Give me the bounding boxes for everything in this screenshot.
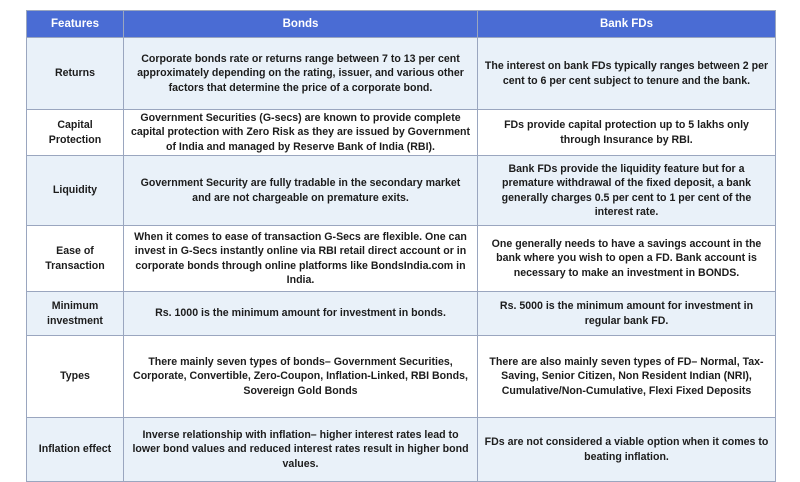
table-header <box>27 11 776 38</box>
table-row-ease-of-transaction <box>27 226 776 292</box>
bonds-cell: Corporate bonds rate or returns range between 7 to 13 per cent approximately depending on the rating, issuer, and various other factors that determine the price of a corporate bond. <box>124 38 478 110</box>
bank-fds-cell: Bank FDs provide the liquidity feature but for a premature withdrawal of the fixed deposit, a bank generally charges 0.5 per cent to 1 per cent of the interest rate. <box>478 156 776 226</box>
bank-fds-cell: FDs are not considered a viable option when it comes to beating inflation. <box>478 418 776 482</box>
feature-cell: Liquidity <box>27 156 124 226</box>
table-body <box>27 38 776 482</box>
bonds-cell: Government Securities (G-secs) are known to provide complete capital protection with Zero Risk as they are issued by Government of India and managed by Reserve Bank of India (RBI). <box>124 110 478 156</box>
table-row-returns <box>27 38 776 110</box>
comparison-table-container <box>26 10 775 482</box>
bank-fds-cell: There are also mainly seven types of FD– Normal, Tax-Saving, Senior Citizen, Non Resident Indian (NRI), Cumulative/Non-Cumulative, Flexi Fixed Deposits <box>478 336 776 418</box>
header-bank-fds: Bank FDs <box>478 11 776 38</box>
bonds-cell: Rs. 1000 is the minimum amount for investment in bonds. <box>124 292 478 336</box>
bank-fds-cell: The interest on bank FDs typically ranges between 2 per cent to 6 per cent subject to tenure and the bank. <box>478 38 776 110</box>
table-row-minimum-investment <box>27 292 776 336</box>
feature-cell: Types <box>27 336 124 418</box>
bonds-vs-fds-table <box>26 10 776 482</box>
feature-cell: Capital Protection <box>27 110 124 156</box>
table-row-inflation-effect <box>27 418 776 482</box>
bonds-cell: Inverse relationship with inflation– higher interest rates lead to lower bond values and reduced interest rates result in higher bond values. <box>124 418 478 482</box>
bonds-cell: When it comes to ease of transaction G-Secs are flexible. One can invest in G-Secs instantly online via RBI retail direct account or in corporate bonds through online platforms like BondsIndia.com in India. <box>124 226 478 292</box>
feature-cell: Inflation effect <box>27 418 124 482</box>
table-row-types <box>27 336 776 418</box>
header-row <box>27 11 776 38</box>
feature-cell: Minimum investment <box>27 292 124 336</box>
header-features: Features <box>27 11 124 38</box>
table-row-capital-protection <box>27 110 776 156</box>
feature-cell: Ease of Transaction <box>27 226 124 292</box>
bonds-cell: Government Security are fully tradable in the secondary market and are not chargeable on premature exits. <box>124 156 478 226</box>
feature-cell: Returns <box>27 38 124 110</box>
table-row-liquidity <box>27 156 776 226</box>
bank-fds-cell: FDs provide capital protection up to 5 lakhs only through Insurance by RBI. <box>478 110 776 156</box>
header-bonds: Bonds <box>124 11 478 38</box>
bank-fds-cell: One generally needs to have a savings account in the bank where you wish to open a FD. Bank account is necessary to make an investment in BONDS. <box>478 226 776 292</box>
bonds-cell: There mainly seven types of bonds– Government Securities, Corporate, Convertible, Zero-Coupon, Inflation-Linked, RBI Bonds, Sovereign Gold Bonds <box>124 336 478 418</box>
bank-fds-cell: Rs. 5000 is the minimum amount for investment in regular bank FD. <box>478 292 776 336</box>
